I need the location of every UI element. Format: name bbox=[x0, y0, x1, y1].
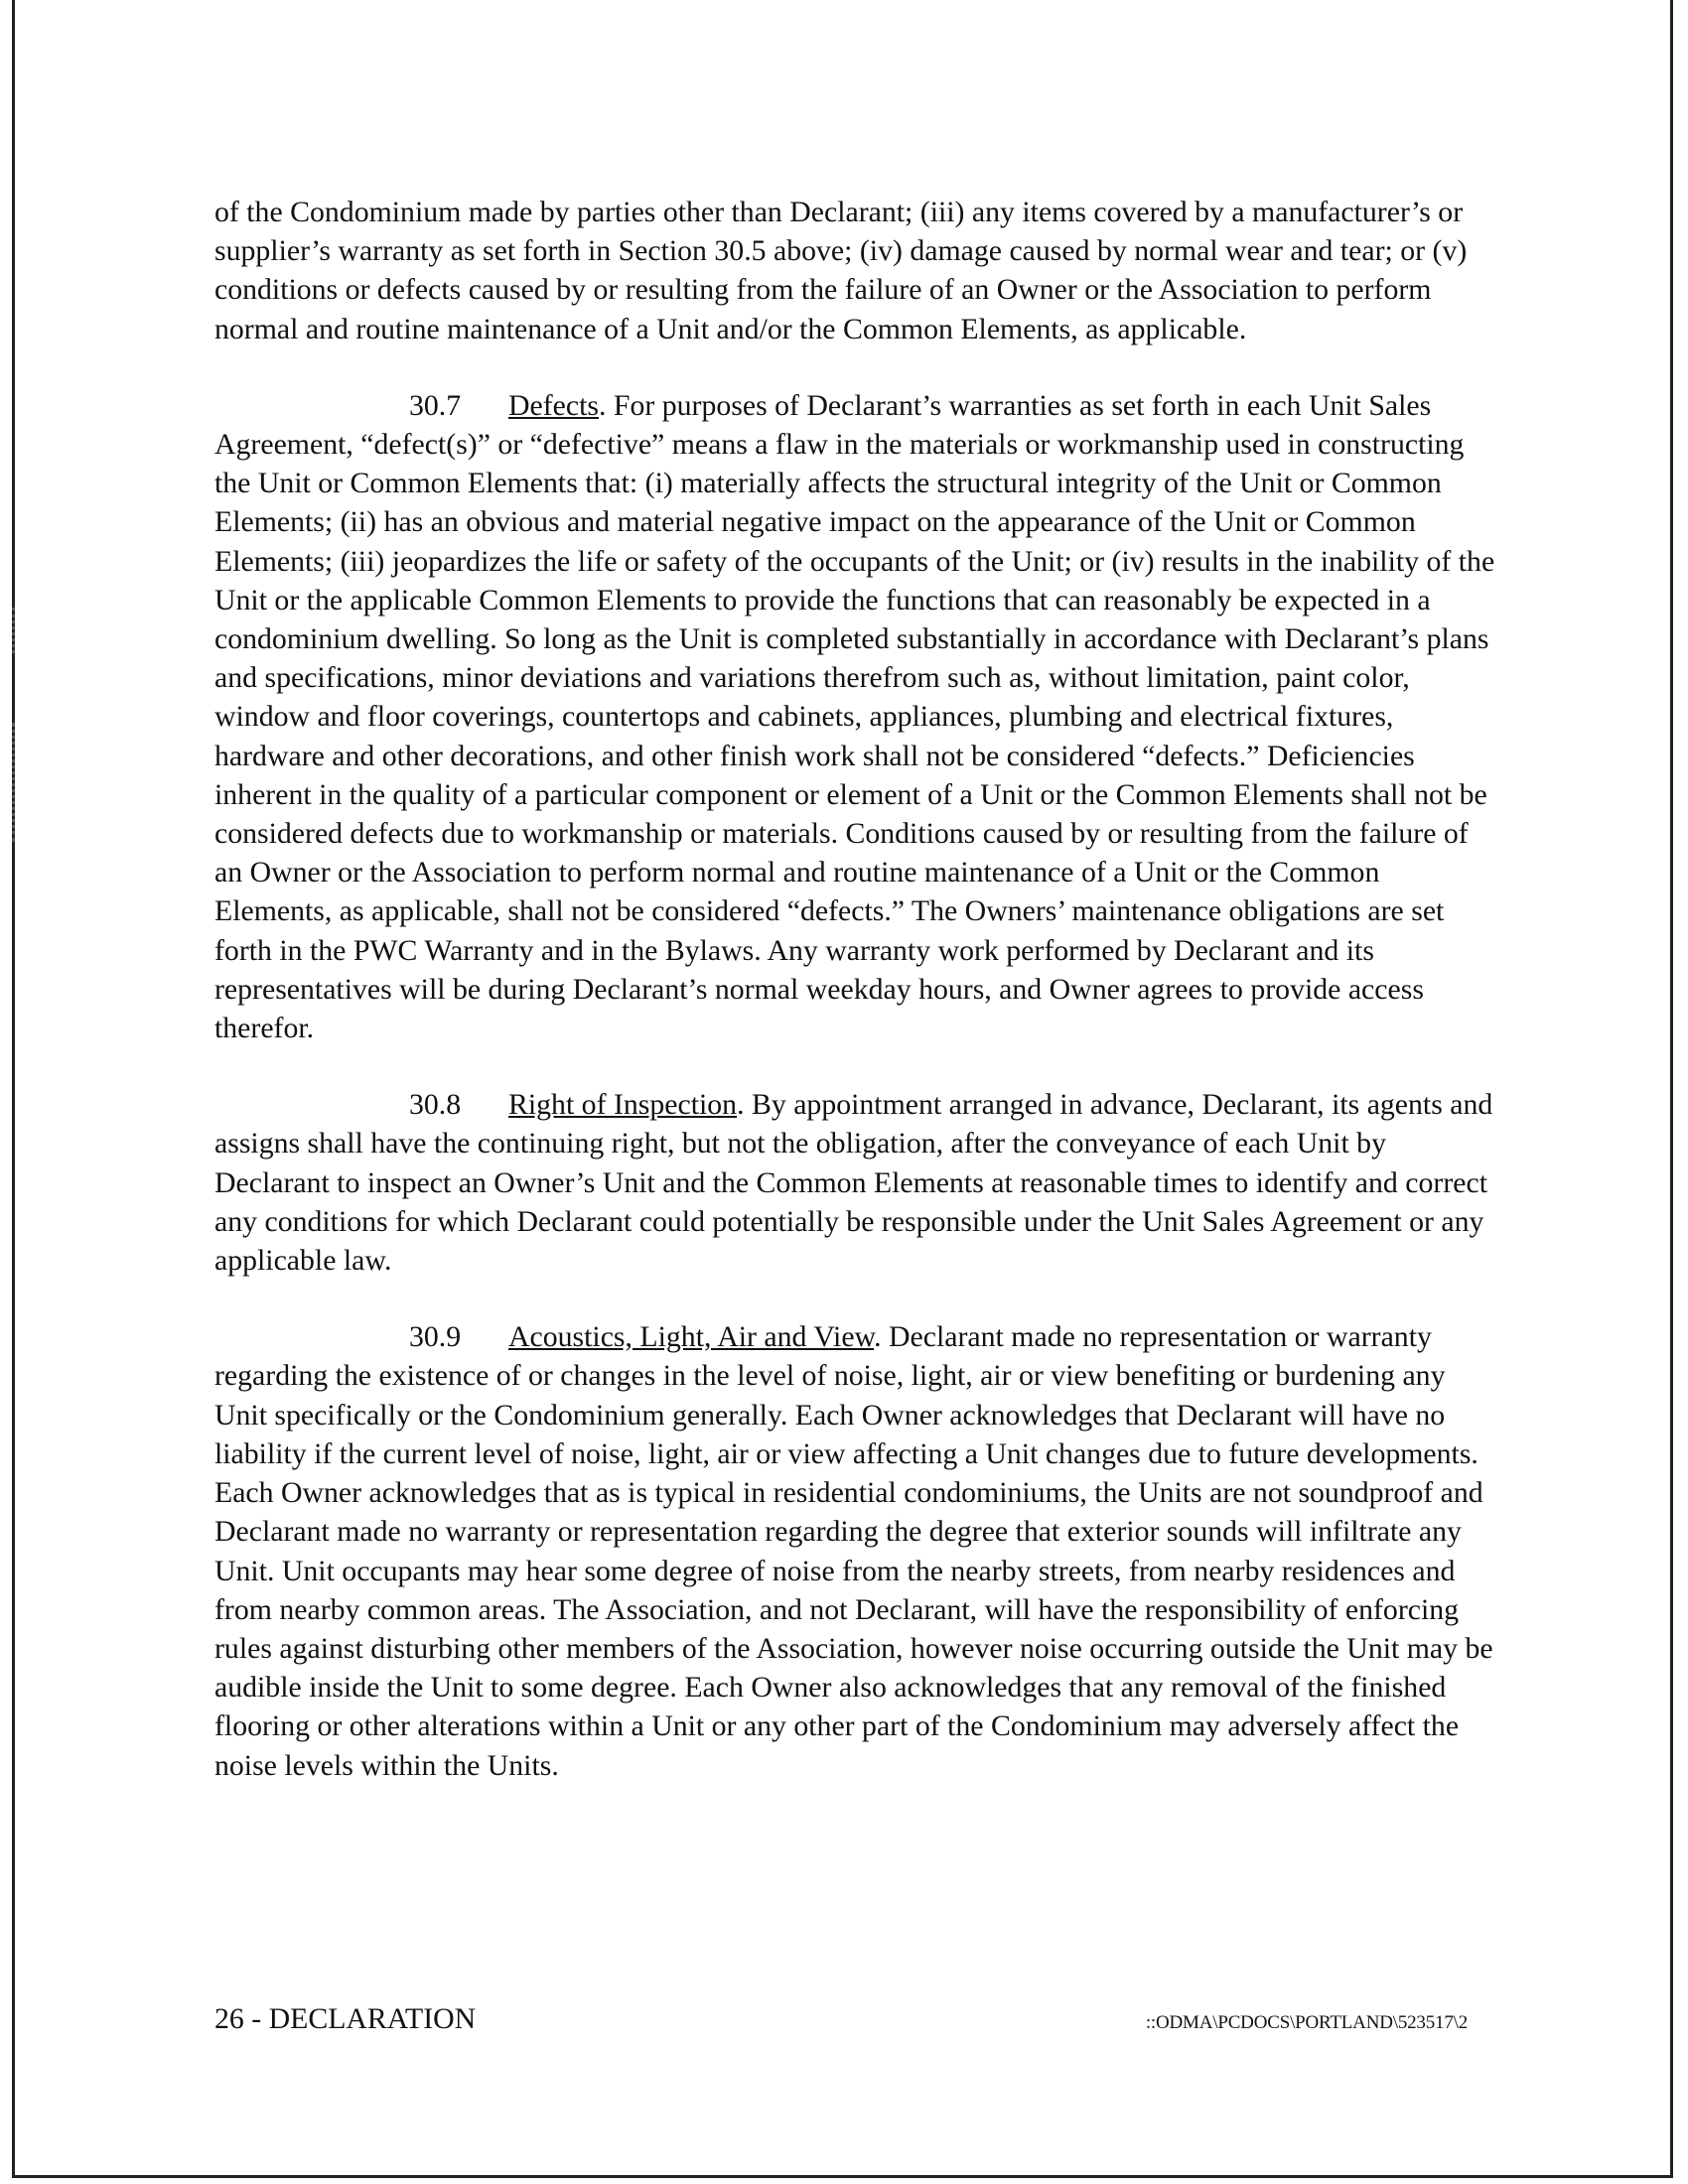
footer-page-label: 26 - DECLARATION bbox=[214, 2002, 477, 2035]
section-title: Defects bbox=[508, 388, 599, 422]
section-text: . By appointment arranged in advance, Declarant, its agents and assigns shall have the continuing right, but not the obligation, after the conveyance of each Unit by Declarant to inspect an Owner’s Unit and the Common Elements at reasonable times to identify and correct any conditions for which Declarant could potentially be responsible under the Unit Sales Agreement or any applicable law. bbox=[214, 1088, 1493, 1278]
section-number: 30.7 bbox=[409, 388, 462, 422]
section-text: . Declarant made no representation or warranty regarding the existence of or changes in the level of noise, light, air or view benefiting or burdening any Unit specifically or the Condominium generally. Each Owner acknowledges that Declarant will have no liability if the current level of noise, light, air or view affecting a Unit changes due to future developments. Each Owner acknowledges that as is typical in residential condominiums, the Units are not soundproof and Declarant made no warranty or representation regarding the degree that exterior sounds will infiltrate any Unit. Unit occupants may hear some degree of noise from the nearby streets, from nearby residences and from nearby common areas. The Association, and not Declarant, will have the responsibility of enforcing rules against disturbing other members of the Association, however noise occurring outside the Unit may be audible inside the Unit to some degree. Each Owner also acknowledges that any removal of the finished flooring or other alterations within a Unit or any other part of the Condominium may adversely affect the noise levels within the Units. bbox=[214, 1320, 1493, 1782]
scan-mark bbox=[12, 723, 18, 842]
section-number: 30.9 bbox=[409, 1320, 462, 1354]
section-number: 30.8 bbox=[409, 1088, 462, 1122]
scan-mark bbox=[12, 608, 18, 653]
section-title: Right of Inspection bbox=[508, 1088, 738, 1122]
intro-paragraph: of the Condominium made by parties other than Declarant; (iii) any items covered by a manufacturer’s or supplier’s warranty as set forth in Section 30.5 above; (iv) damage caused by normal wear and tear; or (v) conditions or defects caused by or resulting from the failure of an Owner or the Association to perform normal and routine maintenance of a Unit and/or the Common Elements, as applicable. bbox=[214, 196, 1468, 345]
document-body bbox=[214, 193, 1495, 1823]
footer-doc-path: ::ODMA\PCDOCS\PORTLAND\523517\2 bbox=[1145, 2012, 1468, 2033]
section-title: Acoustics, Light, Air and View bbox=[508, 1320, 875, 1354]
section-30-9 bbox=[214, 1317, 1495, 1784]
section-text: . For purposes of Declarant’s warranties as set forth in each Unit Sales Agreement, “defect(s)” or “defective” means a flaw in the materials or workmanship used in constructing the Unit or Common Elements that: (i) materially affects the structural integrity of the Unit or Common Elements; (ii) has an obvious and material negative impact on the appearance of the Unit or Common Elements; (iii) jeopardizes the life or safety of the occupants of the Unit; or (iv) results in the inability of the Unit or the applicable Common Elements to provide the functions that can reasonably be expected in a condominium dwelling. So long as the Unit is completed substantially in accordance with Declarant’s plans and specifications, minor deviations and variations therefrom such as, without limitation, paint color, window and floor coverings, countertops and cabinets, appliances, plumbing and electrical fixtures, hardware and other decorations, and other finish work shall not be considered “defects.” Deficiencies inherent in the quality of a particular component or element of a Unit or the Common Elements shall not be considered defects due to workmanship or materials. Conditions caused by or resulting from the failure of an Owner or the Association to perform normal and routine maintenance of a Unit or the Common Elements, as applicable, shall not be considered “defects.” The Owners’ maintenance obligations are set forth in the PWC Warranty and in the Bylaws. Any warranty work performed by Declarant and its representatives will be during Declarant’s normal weekday hours, and Owner agrees to provide access therefor. bbox=[214, 388, 1495, 1045]
section-30-8 bbox=[214, 1085, 1495, 1280]
section-30-7 bbox=[214, 386, 1495, 1047]
